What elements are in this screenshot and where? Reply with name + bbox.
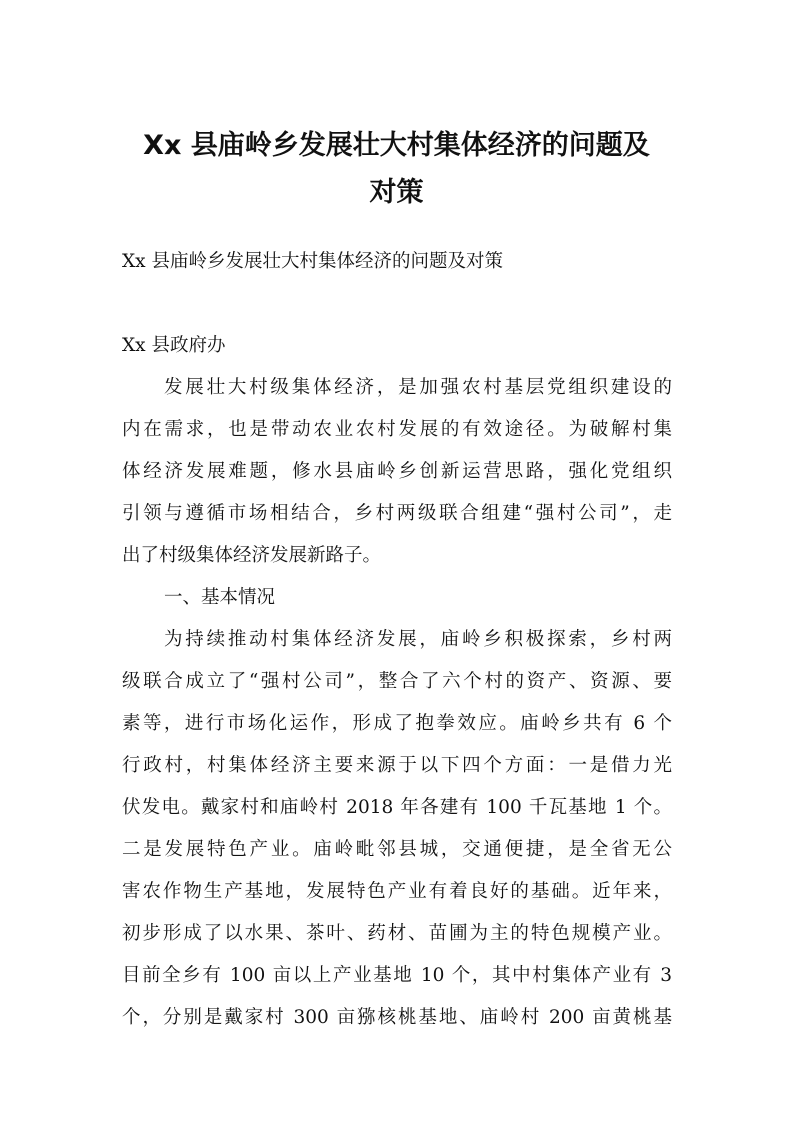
author: Xx 县政府办: [122, 335, 226, 356]
paragraph-2-line: 二是发展特色产业。庙岭毗邻县城，交通便捷，是全省无公: [122, 839, 672, 860]
section-heading: 一、基本情况: [164, 587, 276, 608]
paragraph-2-line: 素等，进行市场化运作，形成了抱拳效应。庙岭乡共有 6 个: [122, 713, 672, 734]
subtitle: Xx 县庙岭乡发展壮大村集体经济的问题及对策: [122, 251, 503, 272]
paragraph-2-line: 为持续推动村集体经济发展，庙岭乡积极探索，乡村两: [164, 629, 672, 650]
paragraph-2-line: 目前全乡有 100 亩以上产业基地 10 个，其中村集体产业有 3: [122, 965, 672, 986]
paragraph-2-line: 初步形成了以水果、茶叶、药材、苗圃为主的特色规模产业。: [122, 923, 672, 944]
paragraph-1-line: 引领与遵循市场相结合，乡村两级联合组建“强村公司”，走: [122, 503, 672, 524]
paragraph-1-line: 发展壮大村级集体经济，是加强农村基层党组织建设的: [164, 377, 672, 398]
paragraph-2-line: 级联合成立了“强村公司”，整合了六个村的资产、资源、要: [122, 671, 672, 692]
document-title-line-2: 对策: [369, 177, 424, 208]
paragraph-2-line: 害农作物生产基地，发展特色产业有着良好的基础。近年来，: [122, 881, 672, 902]
paragraph-1-line: 内在需求，也是带动农业农村发展的有效途径。为破解村集: [122, 419, 672, 440]
paragraph-2-line: 行政村，村集体经济主要来源于以下四个方面：一是借力光: [122, 755, 672, 776]
paragraph-1-line: 体经济发展难题，修水县庙岭乡创新运营思路，强化党组织: [122, 461, 672, 482]
paragraph-2-line: 伏发电。戴家村和庙岭村 2018 年各建有 100 千瓦基地 1 个。: [122, 797, 672, 818]
paragraph-1-line: 出了村级集体经济发展新路子。: [122, 545, 382, 566]
paragraph-2-line: 个，分别是戴家村 300 亩猕核桃基地、庙岭村 200 亩黄桃基: [122, 1007, 672, 1028]
document-title-line-1: Xx 县庙岭乡发展壮大村集体经济的问题及: [143, 130, 650, 161]
